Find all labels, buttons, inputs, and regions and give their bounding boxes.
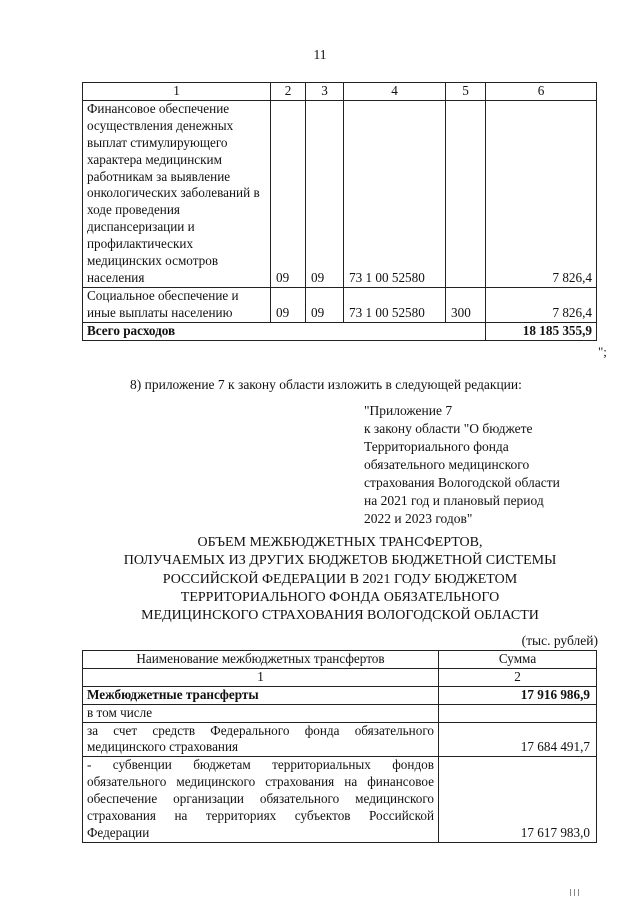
header-cell: Наименование межбюджетных трансфертов [83, 651, 439, 669]
title-line: РОССИЙСКОЙ ФЕДЕРАЦИИ В 2021 ГОДУ БЮДЖЕТОМ [162, 571, 518, 587]
header-cell: 5 [446, 83, 486, 101]
header-cell: 2 [271, 83, 306, 101]
appendix-line: на 2021 год и плановый период [364, 493, 544, 509]
target-article-cell: 73 1 00 52580 [344, 101, 446, 288]
transfer-sum-cell: 17 617 983,0 [439, 757, 597, 842]
appendix-line: обязательного медицинского [364, 457, 530, 473]
transfer-sum-cell: 17 684 491,7 [439, 722, 597, 757]
transfer-sum-cell: 17 916 986,9 [439, 686, 597, 704]
appendix-line: 2022 и 2023 годов" [364, 511, 473, 527]
section-cell: 09 [271, 287, 306, 322]
total-label: Всего расходов [83, 322, 486, 340]
units-label: (тыс. рублей) [521, 633, 598, 648]
scan-artifact [570, 884, 586, 892]
table-header-row [83, 83, 597, 101]
amount-cell: 7 826,4 [486, 287, 597, 322]
appendix-line: Территориального фонда [364, 439, 509, 455]
section-cell: 09 [271, 101, 306, 288]
appendix-line: к закону области "О бюджете [364, 421, 533, 437]
header-number-cell: 1 [83, 668, 439, 686]
header-number-cell: 2 [439, 668, 597, 686]
closing-quote: "; [598, 344, 607, 359]
table-header-row [83, 651, 597, 669]
transfer-sum-cell [439, 704, 597, 722]
title-line: ТЕРРИТОРИАЛЬНОГО ФОНДА ОБЯЗАТЕЛЬНОГО [180, 589, 500, 605]
subsection-cell: 09 [306, 287, 344, 322]
transfer-name-cell: Межбюджетные трансферты [83, 686, 439, 704]
expense-type-cell [446, 101, 486, 288]
appendix-line: "Приложение 7 [364, 403, 453, 418]
appendix-heading [364, 402, 604, 529]
document-title [90, 534, 590, 626]
table-row [83, 704, 597, 722]
row-name-cell: Финансовое обеспечение осуществления денежных выплат стимулирующего характера медицинским работникам за выявление онкологических заболеваний в ходе проведения диспансеризации и профилактических медицинских осмотров населения [83, 101, 271, 288]
amount-cell: 7 826,4 [486, 101, 597, 288]
table-row [83, 686, 597, 704]
expense-type-cell: 300 [446, 287, 486, 322]
header-cell: 6 [486, 83, 597, 101]
page-number: 11 [313, 47, 327, 62]
amendment-paragraph: 8) приложение 7 к закону области изложить в следующей редакции: [130, 377, 522, 392]
transfer-name-cell: за счет средств Федерального фонда обязательного медицинского страхования [83, 722, 439, 757]
transfer-name-cell: в том числе [83, 704, 439, 722]
table-row [83, 287, 597, 322]
header-cell: 1 [83, 83, 271, 101]
table-row [83, 101, 597, 288]
transfers-table [82, 650, 597, 843]
transfer-name-cell: - субвенции бюджетам территориальных фондов обязательного медицинского страхования на финансовое обеспечение организации обязательного медицинского страхования на территориях субъектов Российской Федерации [83, 757, 439, 842]
table-row [83, 757, 597, 842]
subsection-cell: 09 [306, 101, 344, 288]
total-row [83, 322, 597, 340]
table-row [83, 722, 597, 757]
total-value: 18 185 355,9 [486, 322, 597, 340]
title-line: МЕДИЦИНСКОГО СТРАХОВАНИЯ ВОЛОГОДСКОЙ ОБЛАСТИ [141, 608, 539, 624]
appendix-line: страхования Вологодской области [364, 475, 560, 491]
table-header-number-row [83, 668, 597, 686]
target-article-cell: 73 1 00 52580 [344, 287, 446, 322]
expenses-table [82, 82, 597, 341]
title-line: ОБЪЕМ МЕЖБЮДЖЕТНЫХ ТРАНСФЕРТОВ, [197, 535, 483, 550]
header-cell: 4 [344, 83, 446, 101]
row-name-cell: Социальное обеспечение и иные выплаты населению [83, 287, 271, 322]
header-cell: Сумма [439, 651, 597, 669]
header-cell: 3 [306, 83, 344, 101]
title-line: ПОЛУЧАЕМЫХ ИЗ ДРУГИХ БЮДЖЕТОВ БЮДЖЕТНОЙ СИСТЕМЫ [123, 553, 557, 569]
